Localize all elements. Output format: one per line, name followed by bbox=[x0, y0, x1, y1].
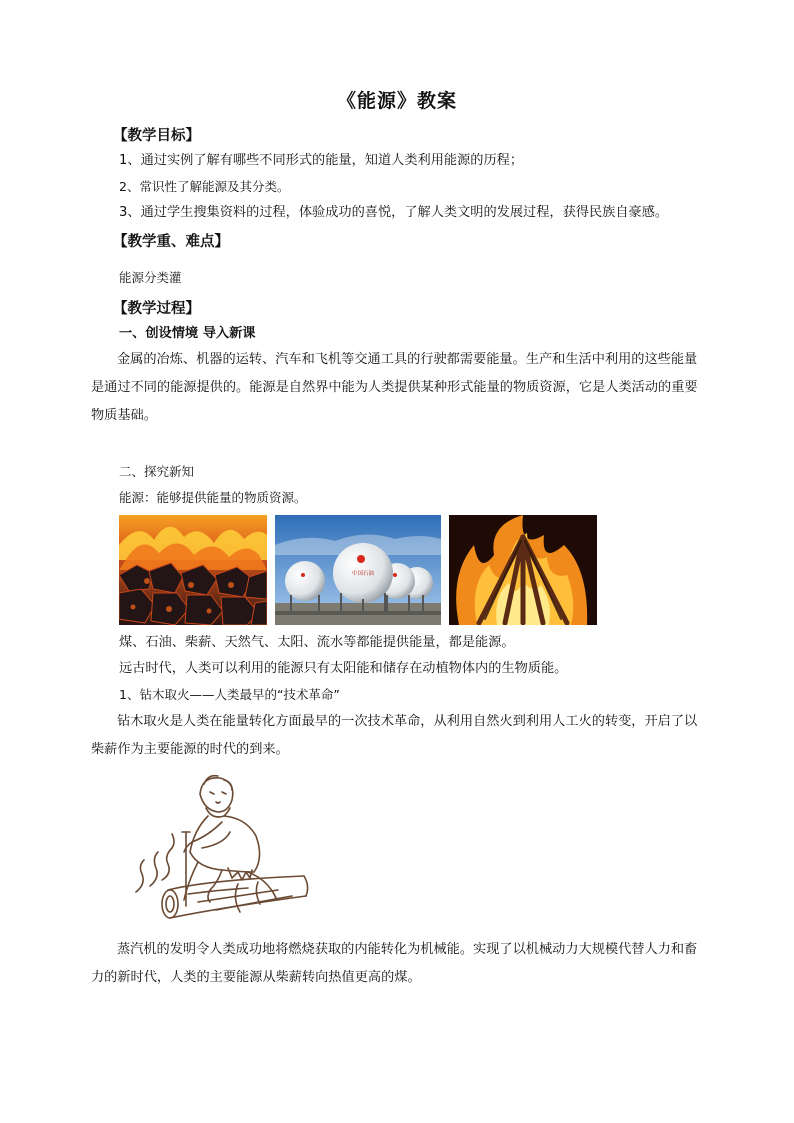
burning-coal-image bbox=[119, 515, 267, 625]
process-heading: 【教学过程】 bbox=[113, 301, 200, 317]
keypoints-text: 能源分类灌 bbox=[119, 270, 182, 285]
page-title: 《能源》教案 bbox=[336, 90, 457, 112]
steam-engine-paragraph: 蒸汽机的发明令人类成功地将燃烧获取的内能转化为机械能。实现了以机械动力大规模代替人力和畜力的新时代，人类的主要能源从柴薪转向热值更高的煤。 bbox=[91, 942, 698, 985]
objective-item-2: 2、常识性了解能源及其分类。 bbox=[119, 179, 290, 194]
section1-heading: 一、创设情境 导入新课 bbox=[119, 326, 256, 341]
objective-item-3: 3、通过学生搜集资料的过程，体验成功的喜悦，了解人类文明的发展过程，获得民族自豪感。 bbox=[119, 205, 669, 220]
gas-storage-tanks-image bbox=[275, 515, 441, 625]
energy-definition: 能源：能够提供能量的物质资源。 bbox=[119, 490, 307, 505]
energy-sources-line: 煤、石油、柴薪、天然气、太阳、流水等都能提供能量，都是能源。 bbox=[119, 635, 515, 650]
ancient-energy-line: 远古时代，人类可以利用的能源只有太阳能和储存在动植物体内的生物质能。 bbox=[119, 661, 568, 676]
objective-item-1: 1、通过实例了解有哪些不同形式的能量，知道人类利用能源的历程； bbox=[119, 153, 524, 168]
objectives-heading: 【教学目标】 bbox=[113, 128, 200, 144]
keypoints-heading: 【教学重、难点】 bbox=[113, 234, 229, 250]
fire-drilling-paragraph: 钻木取火是人类在能量转化方面最早的一次技术革命，从利用自然火到利用人工火的转变，开启了以柴薪作为主要能源的时代的到来。 bbox=[91, 714, 698, 757]
tank-logo-text: 中国石油 bbox=[351, 571, 375, 577]
fire-drilling-subheading: 1、钻木取火——人类最早的“技术革命” bbox=[119, 687, 340, 702]
drilling-wood-fire-illustration bbox=[128, 772, 310, 924]
section1-paragraph: 金属的冶炼、机器的运转、汽车和飞机等交通工具的行驶都需要能量。生产和生活中利用的这些能量是通过不同的能源提供的。能源是自然界中能为人类提供某种形式能量的物质资源，它是人类活动的重要物质基础。 bbox=[91, 352, 698, 423]
section2-heading: 二、探究新知 bbox=[119, 464, 195, 479]
bonfire-image bbox=[449, 515, 597, 625]
